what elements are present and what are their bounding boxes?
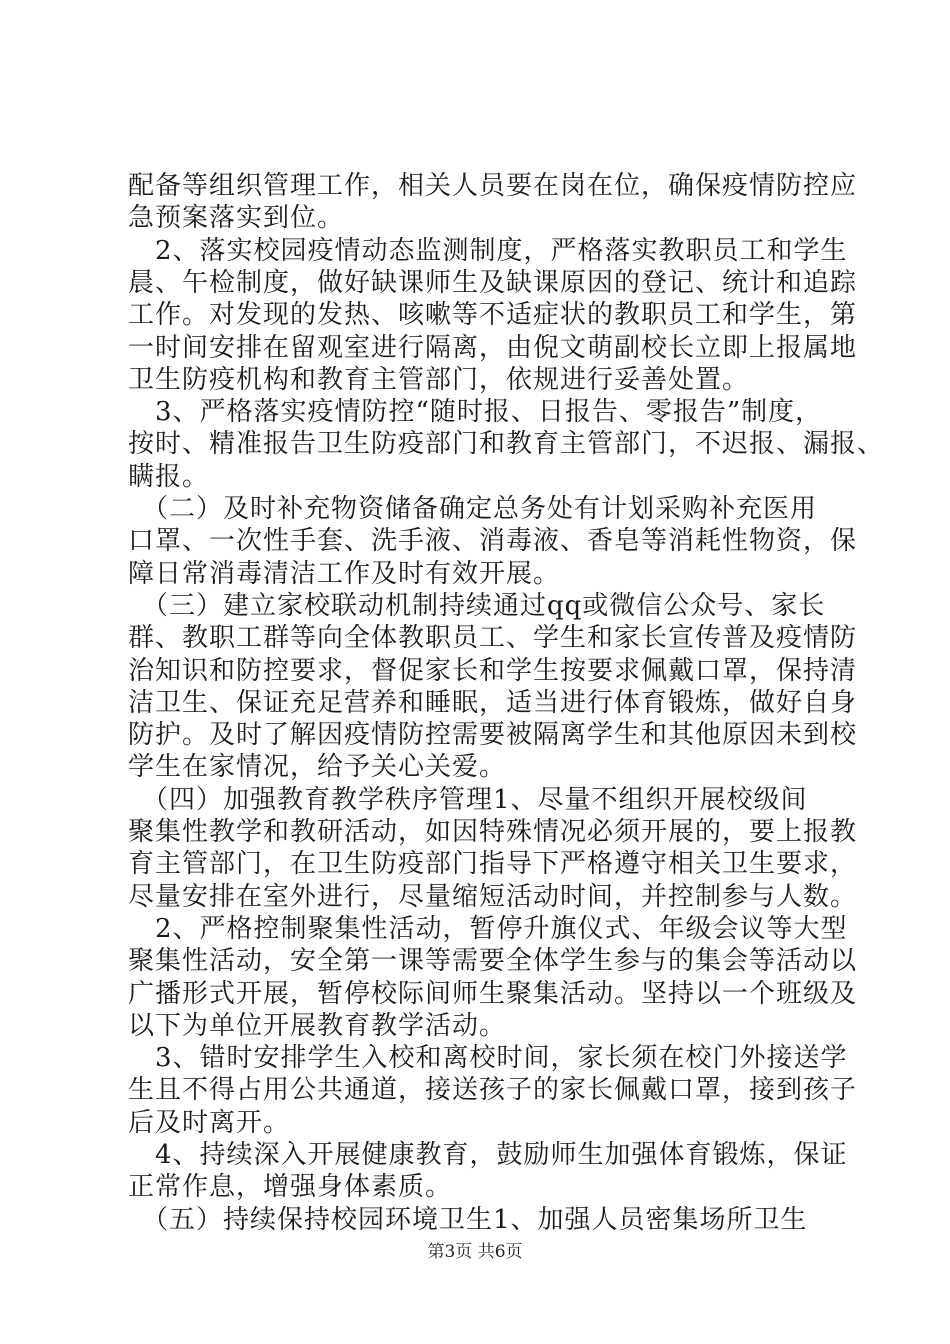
text-line: 晨、午检制度，做好缺课师生及缺课原因的登记、统计和追踪 (128, 267, 858, 298)
text-line: 一时间安排在留观室进行隔离，由倪文萌副校长立即上报属地 (128, 332, 858, 363)
text-line: 2、落实校园疫情动态监测制度，严格落实教职员工和学生 (128, 235, 848, 266)
text-line: 聚集性活动，安全第一课等需要全体学生参与的集会等活动以 (128, 946, 858, 977)
text-line: 聚集性教学和教研活动，如因特殊情况必须开展的，要上报教 (128, 817, 858, 847)
text-line: 配备等组织管理工作，相关人员要在岗在位，确保疫情防控应 (128, 171, 858, 201)
text-line: 学生在家情况，给予关心关爱。 (128, 752, 507, 783)
text-line: 口罩、一次性手套、洗手液、消毒液、香皂等消耗性物资，保 (128, 526, 858, 557)
text-line: （五）持续保持校园环境卫生1、加强人员密集场所卫生 (128, 1204, 808, 1235)
text-line: 治知识和防控要求，督促家长和学生按要求佩戴口罩，保持清 (128, 655, 858, 686)
text-line: 洁卫生、保证充足营养和睡眠，适当进行体育锻炼，做好自身 (128, 687, 858, 718)
text-line: 工作。对发现的发热、咳嗽等不适症状的教职员工和学生，第 (128, 300, 858, 331)
text-line: 2、严格控制聚集性活动，暂停升旗仪式、年级会议等大型 (128, 913, 848, 944)
text-line: （二）及时补充物资储备确定总务处有计划采购补充医用 (128, 494, 818, 524)
text-line: （三）建立家校联动机制持续通过qq或微信公众号、家长 (128, 590, 826, 621)
text-line: 后及时离开。 (128, 1107, 291, 1138)
text-line: 尽量安排在室外进行，尽量缩短活动时间，并控制参与人数。 (128, 881, 858, 912)
text-line: 防护。及时了解因疫情防控需要被隔离学生和其他原因未到校 (128, 720, 858, 751)
page-footer: 第3页 共6页 (427, 1242, 523, 1262)
text-line: 瞒报。 (128, 461, 210, 492)
text-line: 正常作息，增强身体素质。 (128, 1172, 453, 1203)
text-line: 急预案落实到位。 (128, 203, 345, 234)
text-line: 4、持续深入开展健康教育，鼓励师生加强体育锻炼，保证 (128, 1140, 848, 1170)
text-line: 按时、精准报告卫生防疫部门和教育主管部门，不迟报、漏报、 (128, 429, 885, 460)
text-line: （四）加强教育教学秩序管理1、尽量不组织开展校级间 (128, 784, 808, 815)
text-line: 障日常消毒清洁工作及时有效开展。 (128, 558, 561, 589)
text-line: 生且不得占用公共通道，接送孩子的家长佩戴口罩，接到孩子 (128, 1075, 858, 1106)
text-line: 卫生防疫机构和教育主管部门，依规进行妥善处置。 (128, 364, 750, 395)
text-line: 群、教职工群等向全体教职员工、学生和家长宣传普及疫情防 (128, 623, 858, 654)
text-line: 广播形式开展，暂停校际间师生聚集活动。坚持以一个班级及 (128, 978, 858, 1009)
text-line: 3、错时安排学生入校和离校时间，家长须在校门外接送学 (128, 1043, 848, 1074)
text-line: 育主管部门，在卫生防疫部门指导下严格遵守相关卫生要求， (128, 849, 858, 880)
text-line: 以下为单位开展教育教学活动。 (128, 1010, 507, 1041)
text-line: 3、严格落实疫情防控“随时报、日报告、零报告”制度， (128, 397, 823, 428)
